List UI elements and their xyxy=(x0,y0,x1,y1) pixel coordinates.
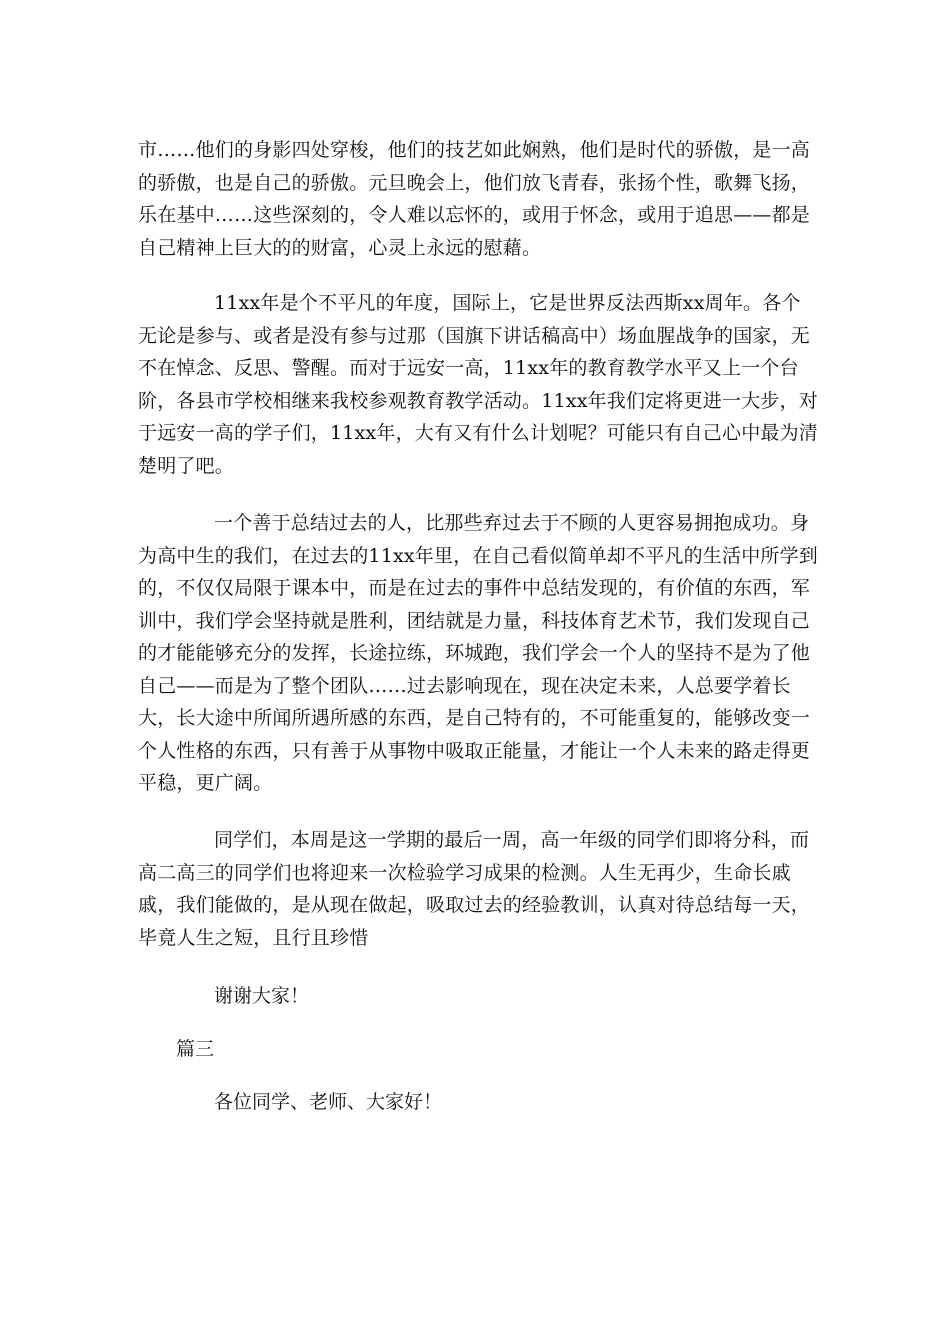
paragraph-memories: 市……他们的身影四处穿梭，他们的技艺如此娴熟，他们是时代的骄傲，是一高的骄傲，也是自己的骄傲。元旦晚会上，他们放飞青春，张扬个性，歌舞飞扬，乐在基中……这些深刻的，令人难以忘怀的，或用于怀念，或用于追思——都是自己精神上巨大的的财富，心灵上永远的慰藉。 xyxy=(138,139,811,259)
paragraph-reflection: 一个善于总结过去的人，比那些弃过去于不顾的人更容易拥抱成功。身为高中生的我们，在过去的11xx年里，在自己看似简单却不平凡的生活中所学到的，不仅仅局限于课本中，而是在过去的事件中总结发现的，有价值的东西，军训中，我们学会坚持就是胜利，团结就是力量，科技体育艺术节，我们发现自己的才能能够充分的发挥，长途拉练，环城跑，我们学会一个人的坚持不是为了他自己——而是为了整个团队……过去影响现在，现在决定未来，人总要学着长大，长大途中所闻所遇所感的东西，是自己特有的，不可能重复的，能够改变一个人性格的东西，只有善于从事物中吸取正能量，才能让一个人未来的路走得更平稳，更广阔。 xyxy=(138,512,819,794)
thanks-line: 谢谢大家！ xyxy=(214,985,310,1007)
section-title: 篇三 xyxy=(176,1038,215,1060)
paragraph-year-review: 11xx年是个不平凡的年度，国际上，它是世界反法西斯xx周年。各个无论是参与、或者是没有参与过那（国旗下讲话稿高中）场血腥战争的国家，无不在悼念、反思、警醒。而对于远安一高，11xx年的教育教学水平又上一个台阶，各县市学校相继来我校参观教育教学活动。11xx年我们定将更进一大步，对于远安一高的学子们，11xx年，大有又有什么计划呢？可能只有自己心中最为清楚明了吧。 xyxy=(138,292,819,477)
paragraph-closing: 同学们，本周是这一学期的最后一周，高一年级的同学们即将分科，而高二高三的同学们也将迎来一次检验学习成果的检测。人生无再少，生命长戚戚，我们能做的，是从现在做起，吸取过去的经验教训，认真对待总结每一天，毕竟人生之短，且行且珍惜 xyxy=(138,829,811,949)
greeting-line: 各位同学、老师、大家好！ xyxy=(214,1091,443,1113)
